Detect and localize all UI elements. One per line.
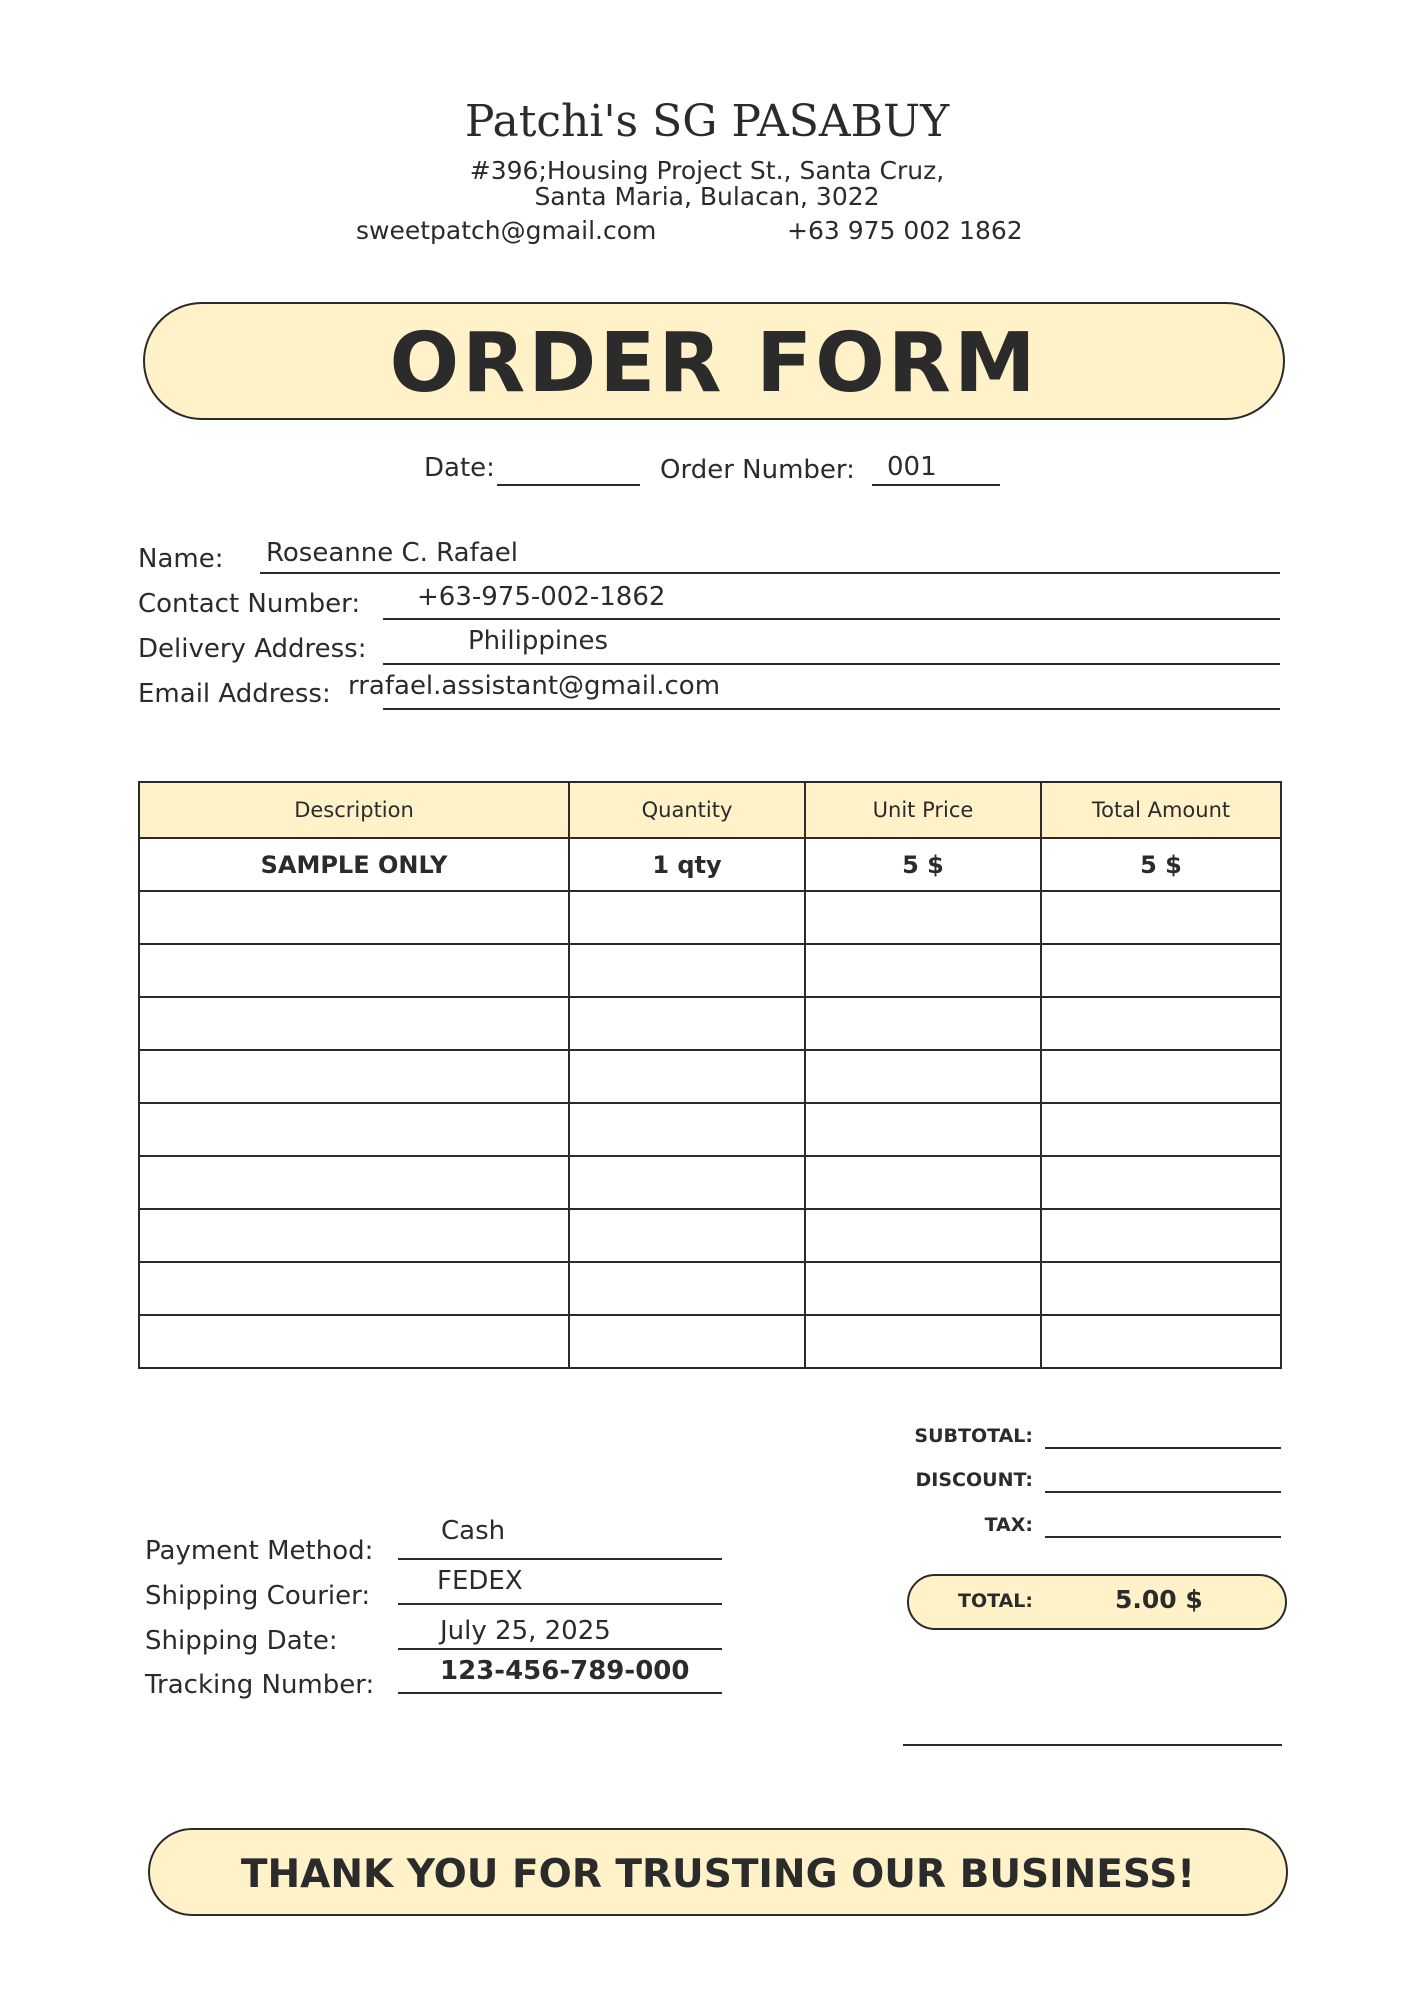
email-value: rrafael.assistant@gmail.com: [348, 671, 721, 701]
table-row: [139, 1050, 1281, 1103]
contact-label: Contact Number:: [138, 589, 361, 619]
table-row: [139, 1209, 1281, 1262]
cell-unit-price[interactable]: [805, 1156, 1041, 1209]
table-row: [139, 997, 1281, 1050]
tracking-number-field[interactable]: [398, 1692, 722, 1694]
header-quantity: Quantity: [569, 782, 805, 838]
thanks-message: THANK YOU FOR TRUSTING OUR BUSINESS!: [240, 1852, 1196, 1897]
cell-unit-price[interactable]: [805, 997, 1041, 1050]
order-number-label: Order Number:: [660, 455, 855, 485]
cell-total-amount[interactable]: [1041, 944, 1281, 997]
discount-label: DISCOUNT:: [915, 1469, 1033, 1491]
cell-description[interactable]: [139, 891, 569, 944]
cell-quantity[interactable]: [569, 1103, 805, 1156]
name-value: Roseanne C. Rafael: [266, 538, 518, 568]
cell-description[interactable]: SAMPLE ONLY: [139, 838, 569, 891]
shipping-date-field[interactable]: [398, 1648, 722, 1650]
cell-description[interactable]: [139, 1209, 569, 1262]
business-address-line2: Santa Maria, Bulacan, 3022: [534, 182, 880, 211]
tracking-number-label: Tracking Number:: [145, 1670, 375, 1700]
cell-quantity[interactable]: [569, 997, 805, 1050]
business-phone: +63 975 002 1862: [787, 216, 1023, 245]
table-row: [139, 944, 1281, 997]
delivery-address-value: Philippines: [468, 626, 609, 656]
contact-value: +63-975-002-1862: [417, 582, 666, 612]
cell-quantity[interactable]: [569, 1050, 805, 1103]
tax-field[interactable]: [1045, 1536, 1281, 1538]
cell-unit-price[interactable]: [805, 891, 1041, 944]
cell-unit-price[interactable]: [805, 1262, 1041, 1315]
cell-unit-price[interactable]: [805, 1050, 1041, 1103]
cell-description[interactable]: [139, 997, 569, 1050]
cell-description[interactable]: [139, 1103, 569, 1156]
business-email: sweetpatch@gmail.com: [356, 216, 657, 245]
name-field[interactable]: [260, 572, 1280, 574]
signature-line[interactable]: [903, 1744, 1282, 1746]
cell-quantity[interactable]: [569, 1209, 805, 1262]
cell-description[interactable]: [139, 1050, 569, 1103]
discount-field[interactable]: [1045, 1491, 1281, 1493]
shipping-courier-value: FEDEX: [437, 1566, 523, 1596]
cell-total-amount[interactable]: [1041, 1262, 1281, 1315]
cell-total-amount[interactable]: [1041, 1050, 1281, 1103]
shipping-date-label: Shipping Date:: [145, 1626, 338, 1656]
cell-description[interactable]: [139, 1262, 569, 1315]
cell-quantity[interactable]: [569, 944, 805, 997]
table-row: [139, 1315, 1281, 1368]
cell-unit-price[interactable]: 5 $: [805, 838, 1041, 891]
table-row: [139, 1262, 1281, 1315]
cell-quantity[interactable]: [569, 1262, 805, 1315]
cell-total-amount[interactable]: [1041, 997, 1281, 1050]
order-number-value: 001: [887, 452, 937, 482]
payment-method-label: Payment Method:: [145, 1536, 374, 1566]
total-value: 5.00 $: [1115, 1585, 1203, 1614]
cell-description[interactable]: [139, 1156, 569, 1209]
cell-description[interactable]: [139, 1315, 569, 1368]
shipping-date-value: July 25, 2025: [440, 1616, 611, 1646]
cell-unit-price[interactable]: [805, 1103, 1041, 1156]
tax-label: TAX:: [984, 1514, 1033, 1536]
delivery-address-label: Delivery Address:: [138, 634, 367, 664]
header-total-amount: Total Amount: [1041, 782, 1281, 838]
table-header-row: [139, 782, 1281, 838]
table-row: [139, 838, 1281, 891]
cell-unit-price[interactable]: [805, 1315, 1041, 1368]
shipping-courier-field[interactable]: [398, 1603, 722, 1605]
cell-unit-price[interactable]: [805, 1209, 1041, 1262]
delivery-address-field[interactable]: [383, 663, 1280, 665]
cell-description[interactable]: [139, 944, 569, 997]
table-row: [139, 1156, 1281, 1209]
table-row: [139, 1103, 1281, 1156]
cell-quantity[interactable]: 1 qty: [569, 838, 805, 891]
business-address-line1: #396;Housing Project St., Santa Cruz,: [469, 156, 945, 185]
subtotal-field[interactable]: [1045, 1447, 1281, 1449]
page-title: ORDER FORM: [389, 316, 1039, 411]
email-label: Email Address:: [138, 679, 331, 709]
total-label: TOTAL:: [958, 1590, 1034, 1612]
header-description: Description: [139, 782, 569, 838]
payment-method-value: Cash: [441, 1516, 506, 1546]
tracking-number-value: 123-456-789-000: [440, 1656, 690, 1686]
cell-total-amount[interactable]: [1041, 1315, 1281, 1368]
shipping-courier-label: Shipping Courier:: [145, 1581, 371, 1611]
email-field[interactable]: [383, 708, 1280, 710]
date-label: Date:: [424, 453, 495, 483]
cell-total-amount[interactable]: 5 $: [1041, 838, 1281, 891]
cell-quantity[interactable]: [569, 1156, 805, 1209]
name-label: Name:: [138, 544, 224, 574]
cell-total-amount[interactable]: [1041, 1156, 1281, 1209]
order-number-field[interactable]: [872, 484, 1000, 486]
cell-quantity[interactable]: [569, 891, 805, 944]
cell-total-amount[interactable]: [1041, 1209, 1281, 1262]
header-unit-price: Unit Price: [805, 782, 1041, 838]
cell-quantity[interactable]: [569, 1315, 805, 1368]
date-field[interactable]: [497, 484, 640, 486]
subtotal-label: SUBTOTAL:: [914, 1425, 1033, 1447]
items-table: [138, 781, 1282, 1369]
cell-total-amount[interactable]: [1041, 1103, 1281, 1156]
contact-field[interactable]: [383, 618, 1280, 620]
business-name: Patchi's SG PASABUY: [464, 96, 950, 147]
cell-total-amount[interactable]: [1041, 891, 1281, 944]
cell-unit-price[interactable]: [805, 944, 1041, 997]
payment-method-field[interactable]: [398, 1558, 722, 1560]
table-row: [139, 891, 1281, 944]
